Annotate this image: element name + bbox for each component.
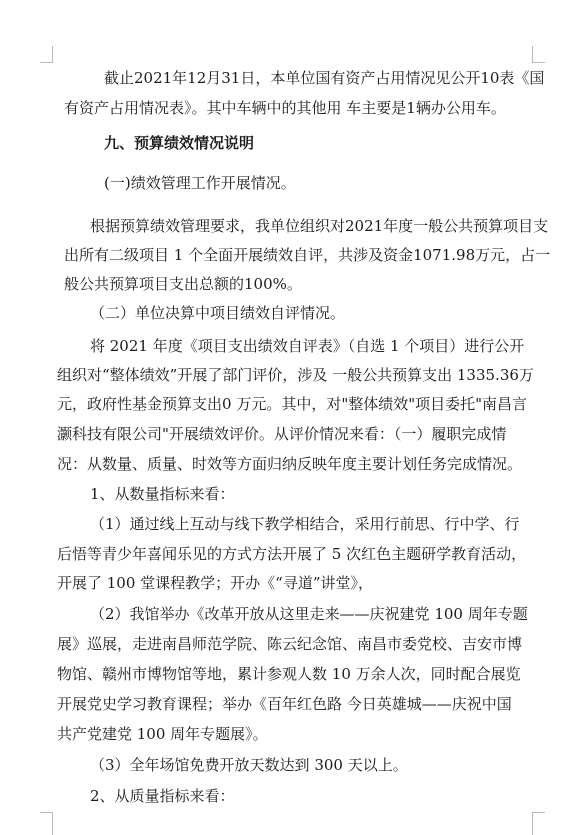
paragraph-line: 后悟等青少年喜闻乐见的方式方法开展了 5 次红色主题研学教育活动， — [57, 545, 527, 563]
page-corner-mark-bottom-right — [532, 812, 545, 835]
subsection-heading: （二）单位决算中项目绩效自评情况。 — [90, 304, 346, 322]
section-heading: 九、预算绩效情况说明 — [104, 134, 255, 152]
paragraph-line: 有资产占用情况表》。其中车辆中的其他用 车主要是1辆办公用车。 — [64, 99, 506, 117]
paragraph-line: 截止2021年12月31日，本单位国有资产占用情况见公开10表《国 — [104, 69, 545, 87]
paragraph-line: 元，政府性基金预算支出0 万元。其中，对"整体绩效"项目委托"南昌言 — [57, 395, 528, 413]
paragraph-line: 般公共预算项目支出总额的100%。 — [64, 275, 302, 293]
list-heading: 2、从质量指标来看： — [90, 787, 235, 805]
paragraph-line: （3）全年场馆免费开放天数达到 300 天以上。 — [90, 756, 408, 774]
page-corner-mark-top-left — [40, 46, 53, 63]
paragraph-line: 物馆、赣州市博物馆等地，累计参观人数 10 万余人次，同时配合展览 — [57, 665, 521, 683]
subsection-heading: (一)绩效管理工作开展情况。 — [104, 174, 296, 192]
list-heading: 1、从数量指标来看： — [90, 485, 235, 503]
paragraph-line: （1）通过线上互动与线下教学相结合，采用行前思、行中学、行 — [90, 515, 520, 533]
paragraph-line: 开展党史学习教育课程；举办《百年红色路 今日英雄城——庆祝中国 — [57, 695, 512, 713]
paragraph-line: 组织对“整体绩效”开展了部门评价，涉及 一般公共预算支出 1335.36万 — [57, 366, 534, 384]
paragraph-line: 开展了 100 堂课程教学；开办《“寻道”讲堂》， — [57, 574, 374, 592]
paragraph-line: 将 2021 年度《项目支出绩效自评表》（自选 1 个项目）进行公开 — [90, 337, 525, 355]
paragraph-line: 展》巡展，走进南昌师范学院、陈云纪念馆、南昌市委党校、吉安市博 — [57, 635, 523, 653]
paragraph-line: 灏科技有限公司"开展绩效评价。从评价情况来看：（一）履职完成情 — [57, 425, 507, 443]
paragraph-line: 况：从数量、质量、时效等方面归纳反映年度主要计划任务完成情况。 — [57, 455, 523, 473]
paragraph-line: （2）我馆举办《改革开放从这里走来——庆祝建党 100 周年专题 — [90, 605, 528, 623]
page-corner-mark-bottom-left — [40, 812, 53, 835]
paragraph-line: 根据预算绩效管理要求，我单位组织对2021年度一般公共预算项目支 — [90, 217, 549, 235]
paragraph-line: 出所有二级项目 1 个全面开展绩效自评，共涉及资金1071.98万元，占一 — [64, 246, 551, 264]
paragraph-line: 共产党建党 100 周年专题展》。 — [57, 725, 268, 743]
page-corner-mark-top-right — [532, 46, 545, 63]
